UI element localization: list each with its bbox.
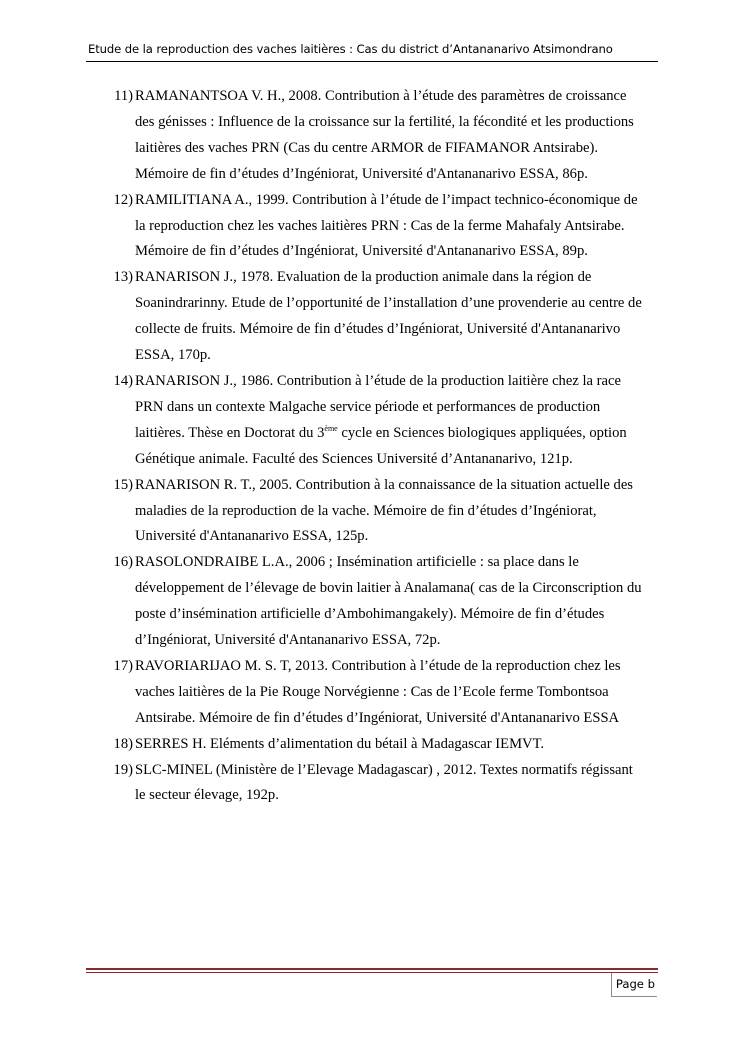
running-header: Etude de la reproduction des vaches laitières : Cas du district d’Antananarivo Atsimondrano — [88, 42, 613, 56]
reference-item — [92, 265, 664, 369]
page-number: Page b — [615, 977, 655, 991]
footer-rule — [86, 968, 658, 970]
reference-text: SLC-MINEL (Ministère de l’Elevage Madagascar) , 2012. Textes normatifs régissant le secteur élevage, 192p. — [135, 761, 633, 804]
reference-item — [92, 758, 664, 810]
reference-text: RANARISON J., 1978. Evaluation de la production animale dans la région de Soanindrarinny. Etude de l’opportunité de l’installation d’une provenderie au centre de collecte de fruits. Mémoire de fin d’études d’Ingéniorat, Université d'Antananarivo ESSA, 170p. — [135, 269, 642, 364]
reference-text: SERRES H. Eléments d’alimentation du bétail à Madagascar IEMVT. — [135, 735, 545, 752]
reference-text: RANARISON J., 1986. Contribution à l’étude de la production laitière chez la race PRN dans un contexte Malgache service période et performances de production laitières. Thèse en Doctorat du 3ème cycle en Sciences biologiques appliquées, option Génétique animale. Faculté des Sciences Université d’Antananarivo, 121p. — [133, 369, 664, 473]
reference-number: 18) — [113, 735, 133, 752]
reference-item — [92, 732, 664, 758]
reference-text: RAVORIARIJAO M. S. T, 2013. Contribution à l’étude de la reproduction chez les vaches laitières de la Pie Rouge Norvégienne : Cas de l’Ecole ferme Tombontsoa Antsirabe. Mémoire de fin d’études d’Ingéniorat, Université d'Antananarivo ESSA — [135, 657, 621, 726]
reference-text: RAMILITIANA A., 1999. Contribution à l’étude de l’impact technico-économique de la reproduction chez les vaches laitières PRN : Cas de la ferme Mahafaly Antsirabe. Mémoire de fin d’études d’Ingéniorat, Université d'Antananarivo ESSA, 89p. — [135, 191, 638, 260]
reference-number: 19) — [113, 761, 133, 778]
reference-number: 12) — [113, 191, 133, 208]
reference-number: 13) — [113, 269, 133, 286]
reference-item — [92, 84, 664, 188]
reference-number: 15) — [113, 476, 133, 493]
reference-list — [92, 84, 664, 809]
reference-line-with-superscript: laitières. Thèse en Doctorat du 3ème cycle en Sciences biologiques appliquées, option — [135, 423, 627, 441]
reference-item — [92, 473, 664, 551]
reference-number: 16) — [113, 554, 133, 571]
superscript: ème — [324, 423, 338, 433]
reference-item — [92, 550, 664, 654]
reference-item — [92, 369, 664, 473]
reference-number: 14) — [113, 372, 133, 389]
reference-item — [92, 654, 664, 732]
reference-text: RANARISON R. T., 2005. Contribution à la connaissance de la situation actuelle des maladies de la reproduction de la vache. Mémoire de fin d’études d’Ingéniorat, Université d'Antananarivo ESSA, 125p. — [135, 476, 633, 545]
reference-number: 11) — [114, 88, 133, 104]
reference-item — [92, 188, 664, 266]
reference-text: RASOLONDRAIBE L.A., 2006 ; Insémination artificielle : sa place dans le développement de l’élevage de bovin laitier à Analamana( cas de la Circonscription du poste d’insémination artificielle d’Ambohimangakely). Mémoire de fin d’études d’Ingéniorat, Université d'Antananarivo ESSA, 72p. — [135, 554, 642, 649]
header-rule — [86, 61, 658, 62]
footer-rule-thin — [86, 972, 658, 973]
reference-text: RAMANANTSOA V. H., 2008. Contribution à l’étude des paramètres de croissance des génisses : Influence de la croissance sur la fertilité, la fécondité et les productions laitières des vaches PRN (Cas du centre ARMOR de FIFAMANOR Antsirabe). Mémoire de fin d’études d’Ingéniorat, Université d'Antananarivo ESSA, 86p. — [135, 88, 634, 182]
reference-number: 17) — [113, 657, 133, 674]
